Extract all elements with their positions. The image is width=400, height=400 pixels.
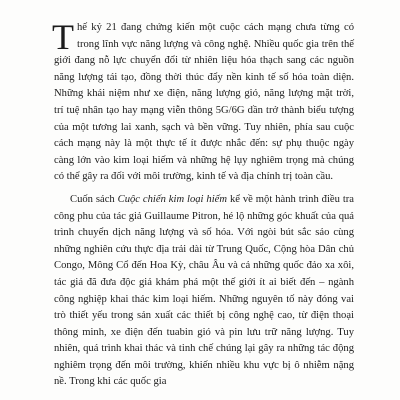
book-title: Cuộc chiến kim loại hiếm <box>117 193 228 205</box>
body-text <box>52 17 355 397</box>
drop-cap: T <box>52 17 74 57</box>
paragraph-2-text: kể về một hành trình điều tra công phu của tác giả Guillaume Pitron, hé lộ những góc khuất của quá trình chuyển dịch năng lượng và số hóa. Với ngòi bút sắc sảo cùng những nghiên cứu thực địa trải dài từ Trung Quốc, Cộng hòa Dân chủ Congo, Mông Cổ đến Hoa Kỳ, châu Âu và cả những quốc đảo xa xôi, tác giả đã đưa độc giả khám phá một thế giới ít ai biết đến – ngành công nghiệp khai thác kim loại hiếm. Những nguyên tố này đóng vai trò thiết yếu trong sản xuất các thiết bị công nghệ cao, từ điện thoại thông minh, xe điện đến tuabin gió và pin lưu trữ năng lượng. Tuy nhiên, quá trình khai thác và tinh chế chúng lại gây ra những tác động nghiêm trọng đến môi trường, khiến nhiều khu vực bị ô nhiễm nặng nề. Trong khi các quốc gia <box>54 193 355 388</box>
paragraph-1 <box>52 17 354 186</box>
paragraph-1-text: hế kỷ 21 đang chứng kiến một cuộc cách mạng chưa từng có trong lĩnh vực năng lượng và công nghệ. Nhiều quốc gia trên thế giới đang nỗ lực chuyển đổi từ nhiên liệu hóa thạch sang các nguồn năng lượng tái tạo, đồng thời thúc đẩy nền kinh tế số hóa toàn diện. Những khái niệm như xe điện, năng lượng gió, năng lượng mặt trời, trí tuệ nhân tạo hay mạng viễn thông 5G/6G dần trở thành biểu tượng của một tương lai xanh, sạch và bền vững. Tuy nhiên, phía sau cuộc cách mạng này là một thực tế ít được nhắc đến: sự phụ thuộc ngày càng lớn vào kim loại hiếm và những hệ lụy nghiêm trọng mà chúng có thể gây ra đối với môi trường, kinh tế và địa chính trị toàn cầu. <box>54 22 354 183</box>
paragraph-2 <box>54 192 354 391</box>
paragraph-2-intro: Cuốn sách <box>70 193 118 205</box>
